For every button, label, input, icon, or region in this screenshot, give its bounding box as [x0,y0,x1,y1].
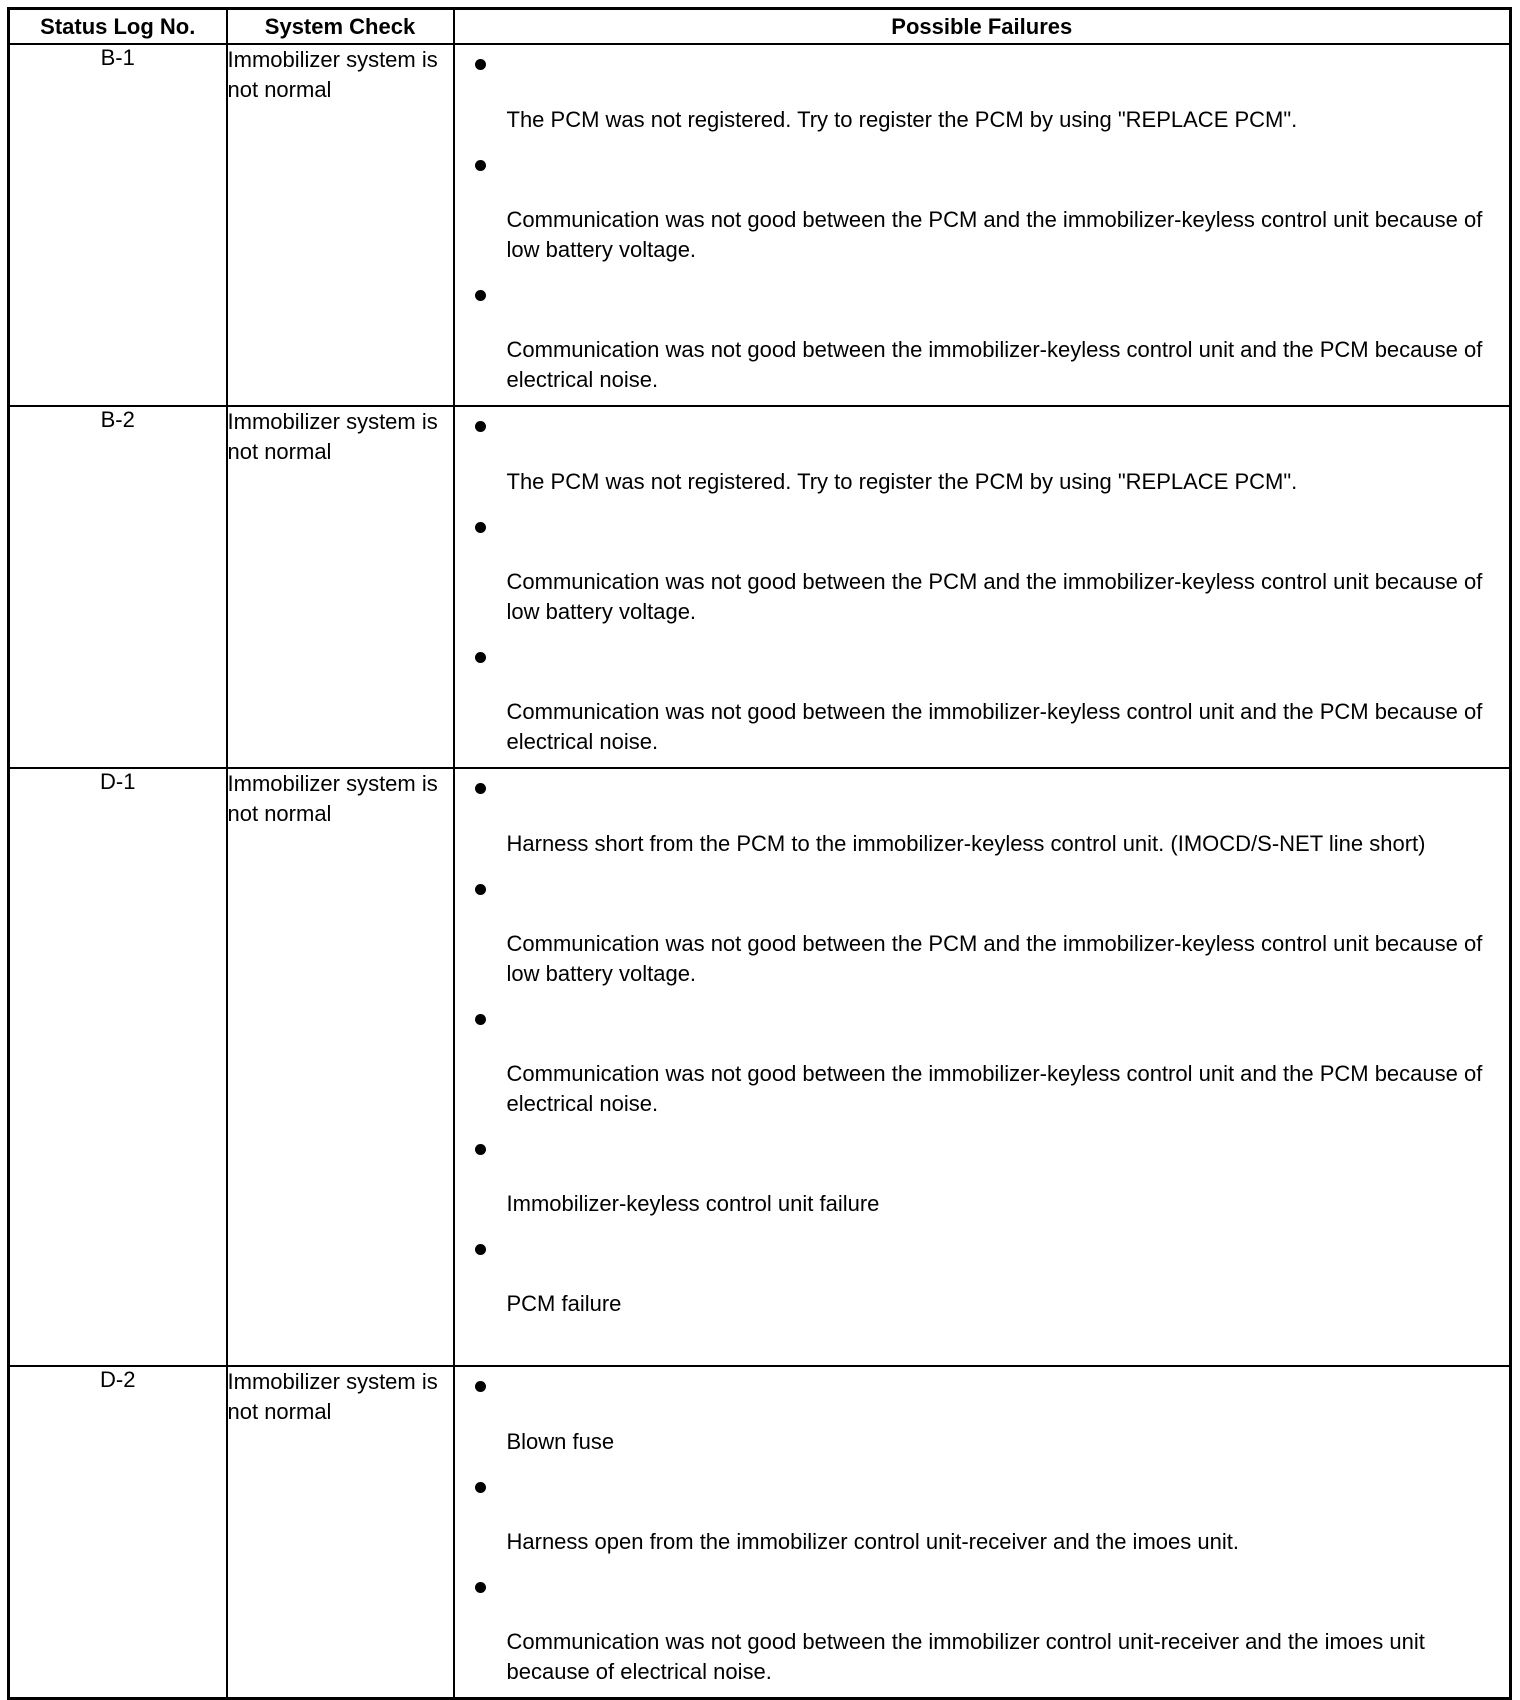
table-header-row [9,9,1511,45]
possible-failures [454,406,1511,768]
status-log-number: D-2 [9,1366,227,1699]
status-log-table [7,7,1512,1700]
failure-item [455,407,1510,507]
status-log-number: B-1 [9,44,227,406]
table-body [9,44,1511,1699]
failure-item [455,45,1510,145]
header-possible-failures: Possible Failures [454,9,1511,45]
system-check: Immobilizer system is not normal [227,44,454,406]
bullet-icon [475,1144,486,1155]
bullet-icon [475,1244,486,1255]
failure-item [455,1567,1510,1697]
possible-failures [454,1366,1511,1699]
table-row [9,1366,1511,1699]
possible-failures [454,768,1511,1366]
bullet-icon [475,1014,486,1025]
header-system-check: System Check [227,9,454,45]
system-check: Immobilizer system is not normal [227,768,454,1366]
failure-item [455,999,1510,1129]
failure-text: Immobilizer-keyless control unit failure [506,1191,880,1216]
failure-text: Communication was not good between the immobilizer-keyless control unit and the PCM because of electrical noise. [506,337,1483,392]
failure-item [455,1367,1510,1467]
failure-text: PCM failure [506,1291,622,1316]
failure-item [455,1129,1510,1229]
status-log-number: D-1 [9,768,227,1366]
failure-text: Harness open from the immobilizer control unit-receiver and the imoes unit. [506,1529,1239,1554]
failure-item [455,1467,1510,1567]
failure-item [455,1229,1510,1329]
bullet-icon [475,884,486,895]
failure-text: Harness short from the PCM to the immobilizer-keyless control unit. (IMOCD/S-NET line short) [506,831,1426,856]
bullet-icon [475,783,486,794]
failure-item [455,275,1510,405]
table-row [9,768,1511,1366]
failure-text: Communication was not good between the immobilizer control unit-receiver and the imoes unit because of electrical noise. [506,1629,1425,1684]
bullet-icon [475,1482,486,1493]
bullet-icon [475,652,486,663]
bullet-icon [475,160,486,171]
failure-item [455,869,1510,999]
system-check: Immobilizer system is not normal [227,406,454,768]
table-row [9,44,1511,406]
failure-text: Communication was not good between the immobilizer-keyless control unit and the PCM because of electrical noise. [506,1061,1483,1116]
bullet-icon [475,59,486,70]
bullet-icon [475,522,486,533]
failure-text: Communication was not good between the PCM and the immobilizer-keyless control unit because of low battery voltage. [506,207,1483,262]
failure-item [455,145,1510,275]
status-log-number: B-2 [9,406,227,768]
failure-item [455,769,1510,869]
header-status-log-no: Status Log No. [9,9,227,45]
failure-text: Communication was not good between the PCM and the immobilizer-keyless control unit because of low battery voltage. [506,569,1483,624]
failure-text: The PCM was not registered. Try to register the PCM by using "REPLACE PCM". [506,107,1298,132]
table-row [9,406,1511,768]
possible-failures [454,44,1511,406]
bullet-icon [475,290,486,301]
system-check: Immobilizer system is not normal [227,1366,454,1699]
failure-text: Blown fuse [506,1429,615,1454]
failure-item [455,637,1510,767]
failure-item [455,507,1510,637]
bullet-icon [475,421,486,432]
bullet-icon [475,1582,486,1593]
failure-text: Communication was not good between the immobilizer-keyless control unit and the PCM because of electrical noise. [506,699,1483,754]
failure-text: The PCM was not registered. Try to register the PCM by using "REPLACE PCM". [506,469,1298,494]
bullet-icon [475,1381,486,1392]
failure-text: Communication was not good between the PCM and the immobilizer-keyless control unit because of low battery voltage. [506,931,1483,986]
